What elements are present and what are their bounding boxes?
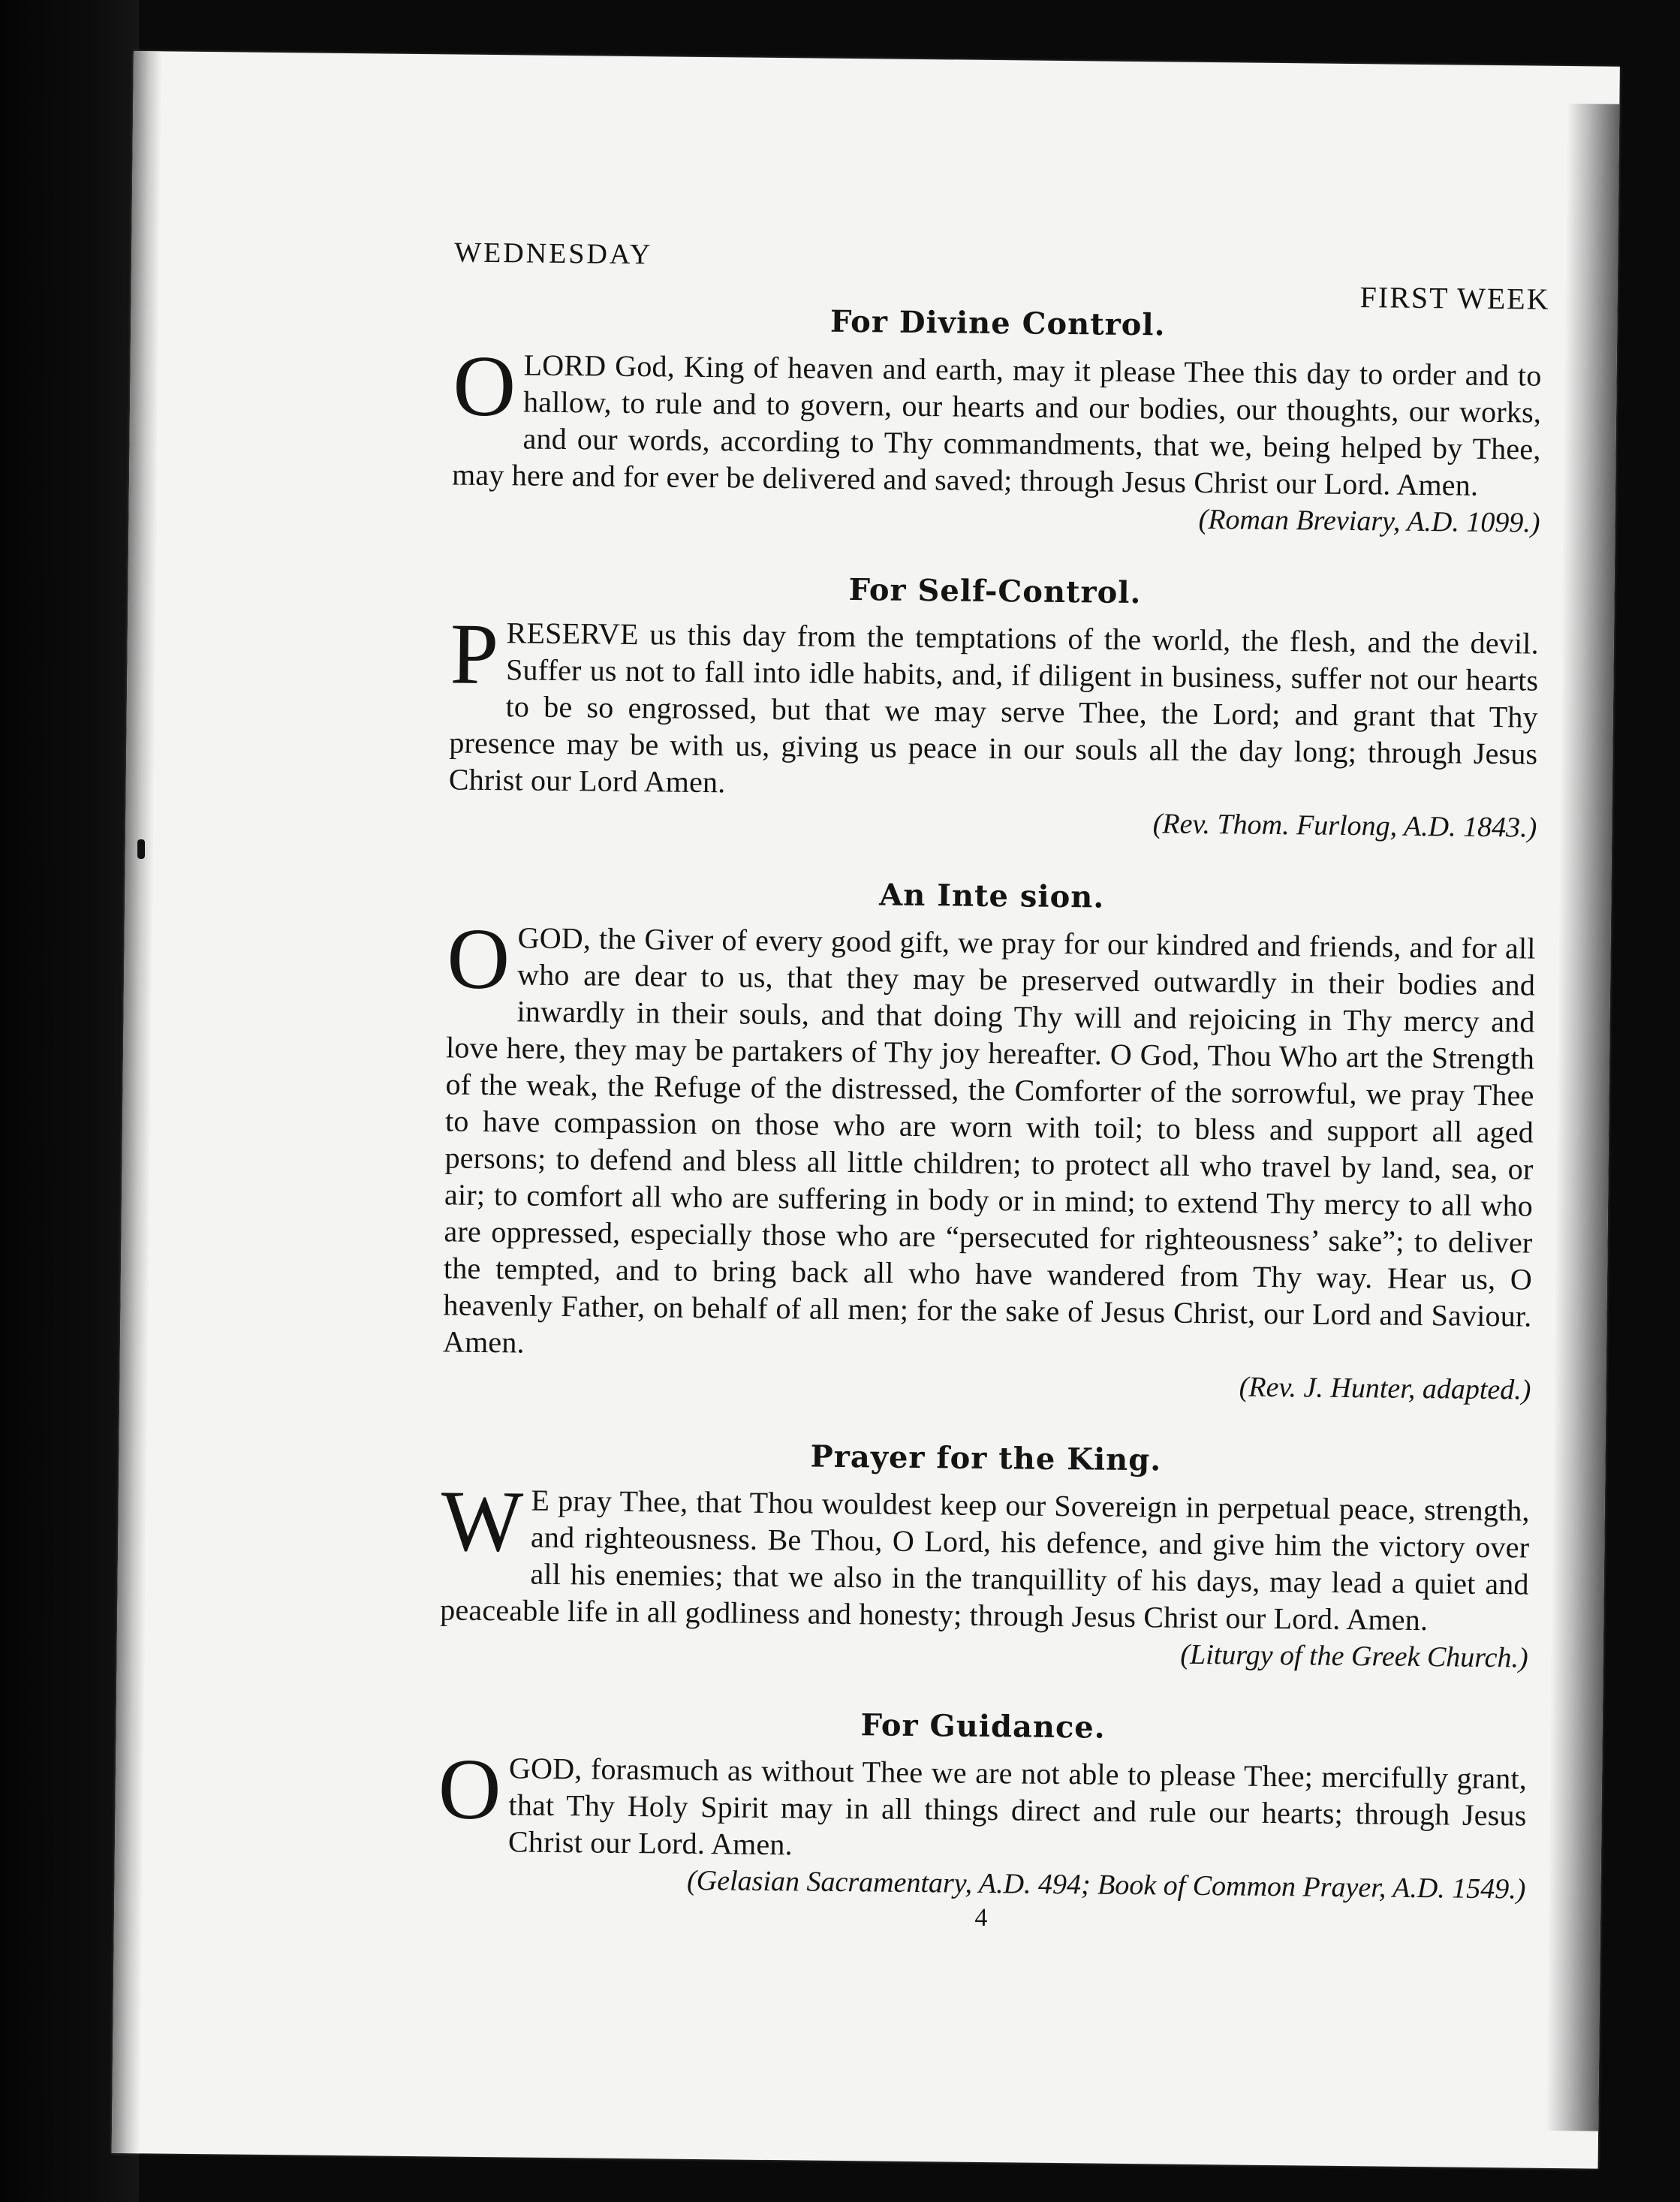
running-head [453, 183, 1550, 316]
prayer-section-divine-control [451, 300, 1542, 540]
prayer-text [442, 911, 1536, 1371]
book-page [112, 51, 1620, 2169]
prayer-body: GOD, forasmuch as without Thee we are not able to please Thee; mercifully grant, that Thy Holy Spirit may in all things direct and rule our hearts; through Jesus Christ our Lord. Amen. [507, 1751, 1528, 1862]
attribution: (Gelasian Sacramentary, A.D. 494; Book of Common Prayer, A.D. 1549.) [686, 1864, 1526, 1905]
prayer-section-king [440, 1435, 1531, 1675]
attribution: (Rev. Thom. Furlong, A.D. 1843.) [1152, 808, 1537, 844]
prayer-body: RESERVE us this day from the temptations of the world, the flesh, and the devil. Suffer us not to fall into idle habits, and, if diligent in business, suffer not our hearts to be so engrossed, but that we may serve Thee, the Lord; and grant that Thy presence may be with us, giving us peace in our souls all the day long; through Jesus Christ our Lord Amen. [448, 616, 1540, 800]
drop-cap: O [452, 338, 516, 435]
page-content [437, 183, 1550, 1938]
drop-cap: P [449, 606, 499, 703]
page-edge-shadow [1546, 104, 1619, 2131]
binding-mark [137, 839, 145, 859]
prayer-text [438, 1741, 1528, 1870]
page-number: 4 [974, 1903, 988, 1932]
prayer-body: GOD, the Giver of every good gift, we pray for our kindred and friends, and for all who are dear to us, that they may be preserved outwardly in their bodies and inwardly in their souls, and that doing Thy will and rejoicing in Thy mercy and love here, they may be partakers of Thy joy hereafter. O God, Thou Who art the Strength of the weak, the Refuge of the distressed, the Comforter of the sorrowful, we pray Thee to have compassion on those who are worn with toil; to bless and support all aged persons; to defend and bless all little children; to protect all who travel by land, sea, or air; to comfort all who are suffering in body or in mind; to extend Thy mercy to all who are oppressed, especially those who are “persecuted for righteousness’ sake”; to deliver the tempted, and to bring back all who have wandered from Thy way. Hear us, O heavenly Father, on behalf of all men; for the sake of Jesus Christ, our Lord and Saviour. Amen. [442, 920, 1536, 1360]
prayer-body: E pray Thee, that Thou wouldest keep our Sovereign in perpetual peace, strength, and righteousness. Be Thou, O Lord, his defence, and give him the victory over all his enemies; that we also in the tranquillity of his days, may lead a quiet and peaceable life in all godliness and honesty; through Jesus Christ our Lord. Amen. [440, 1483, 1530, 1637]
attribution: (Roman Breviary, A.D. 1099.) [1198, 503, 1540, 539]
prayer-section-guidance [437, 1703, 1528, 1906]
prayer-text [448, 606, 1540, 809]
prayer-section-self-control [448, 568, 1540, 845]
prayer-section-intercession [442, 872, 1536, 1407]
prayer-text [440, 1473, 1530, 1639]
section-heading: For Self-Control. [848, 572, 1142, 611]
section-heading: For Divine Control. [829, 303, 1166, 343]
drop-cap: O [438, 1741, 502, 1839]
attribution: (Rev. J. Hunter, adapted.) [1239, 1371, 1531, 1406]
prayer-text [451, 338, 1542, 504]
prayer-body: LORD God, King of heaven and earth, may it please Thee this day to order and to hallow, to rule and to govern, our hearts and our bodies, our thoughts, our works, and our words, according to Thy commandments, that we, being helped by Thee, may here and for ever be delivered and saved; through Jesus Christ our Lord. Amen. [451, 348, 1542, 502]
section-heading: For Guidance. [860, 1707, 1106, 1746]
running-head-week: FIRST WEEK [1359, 280, 1550, 316]
drop-cap: W [440, 1473, 524, 1571]
attribution: (Liturgy of the Greek Church.) [1180, 1638, 1528, 1674]
section-heading: An Inte sion. [878, 877, 1105, 915]
running-head-day: WEDNESDAY [453, 236, 653, 271]
drop-cap: O [446, 911, 511, 1008]
section-heading: Prayer for the King. [810, 1438, 1162, 1478]
